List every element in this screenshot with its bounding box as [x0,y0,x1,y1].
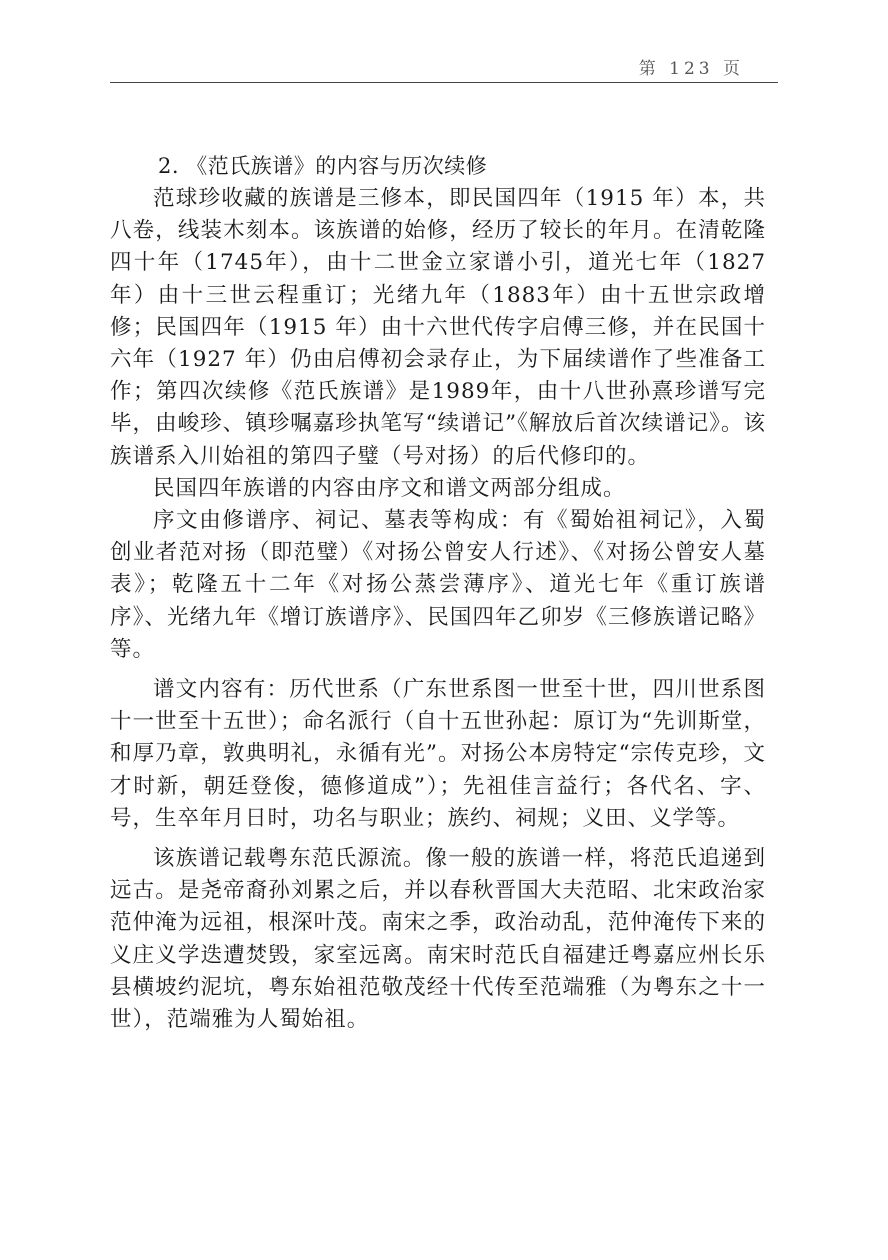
paragraph-genealogy-text: 谱文内容有：历代世系（广东世系图一世至十世，四川世系图十一世至十五世）；命名派行（自十五世孙起：原订为“先训斯堂，和厚乃章，敦典明礼，永循有光”。对扬公本房特定“宗传克珍，文才时新，朝廷登俊，德修道成”）；先祖佳言益行；各代名、字、号，生卒年月日时，功名与职业；族约、祠规；义田、义学等。 [110,677,766,831]
document-body [110,150,766,1036]
paragraph-revisions: 范球珍收藏的族谱是三修本，即民国四年（1915 年）本，共八卷，线装木刻本。该族谱的始修，经历了较长的年月。在清乾隆四十年（1745年），由十二世金立家谱小引，道光七年（1827年）由十三世云程重订；光绪九年（1883年）由十五世宗政增修；民国四年（1915 年）由十六世代传字启傅三修，并在民国十六年（1927 年）仍由启傅初会录存止，为下届续谱作了些准备工作；第四次续修《范氏族谱》是1989年，由十八世孙熹珍谱写完毕，由峻珍、镇珍嘱嘉珍执笔写“续谱记”《解放后首次续谱记》。该族谱系入川始祖的第四子璧（号对扬）的后代修印的。 [110,186,766,469]
section-heading: 2. 《范氏族谱》的内容与历次续修 [158,154,488,178]
paragraph-origins: 该族谱记载粤东范氏源流。像一般的族谱一样，将范氏追递到远古。是尧帝裔孙刘累之后，并以春秋晋国大夫范昭、北宋政治家范仲淹为远祖，根深叶茂。南宋之季，政治动乱，范仲淹传下来的义庄义学迭遭焚毁，家室远离。南宋时范氏自福建迁粤嘉应州长乐县横坡约泥坑，粤东始祖范敬茂经十代传至范端雅（为粤东之十一世），范端雅为人蜀始祖。 [110,846,766,1033]
paragraph-gap [110,666,766,674]
page-number: 第 123 页 [638,59,744,79]
page-header [110,50,778,83]
paragraph-gap [110,835,766,843]
paragraph-prefaces: 序文由修谱序、祠记、墓表等构成：有《蜀始祖祠记》，入蜀创业者范对扬（即范璧）《对扬公曾安人行述》、《对扬公曾安人墓表》；乾隆五十二年《对扬公蒸尝薄序》、道光七年《重订族谱序》、光绪九年《增订族谱序》、民国四年乙卯岁《三修族谱记略》等。 [110,508,766,662]
paragraph-composition: 民国四年族谱的内容由序文和谱文两部分组成。 [153,475,626,501]
